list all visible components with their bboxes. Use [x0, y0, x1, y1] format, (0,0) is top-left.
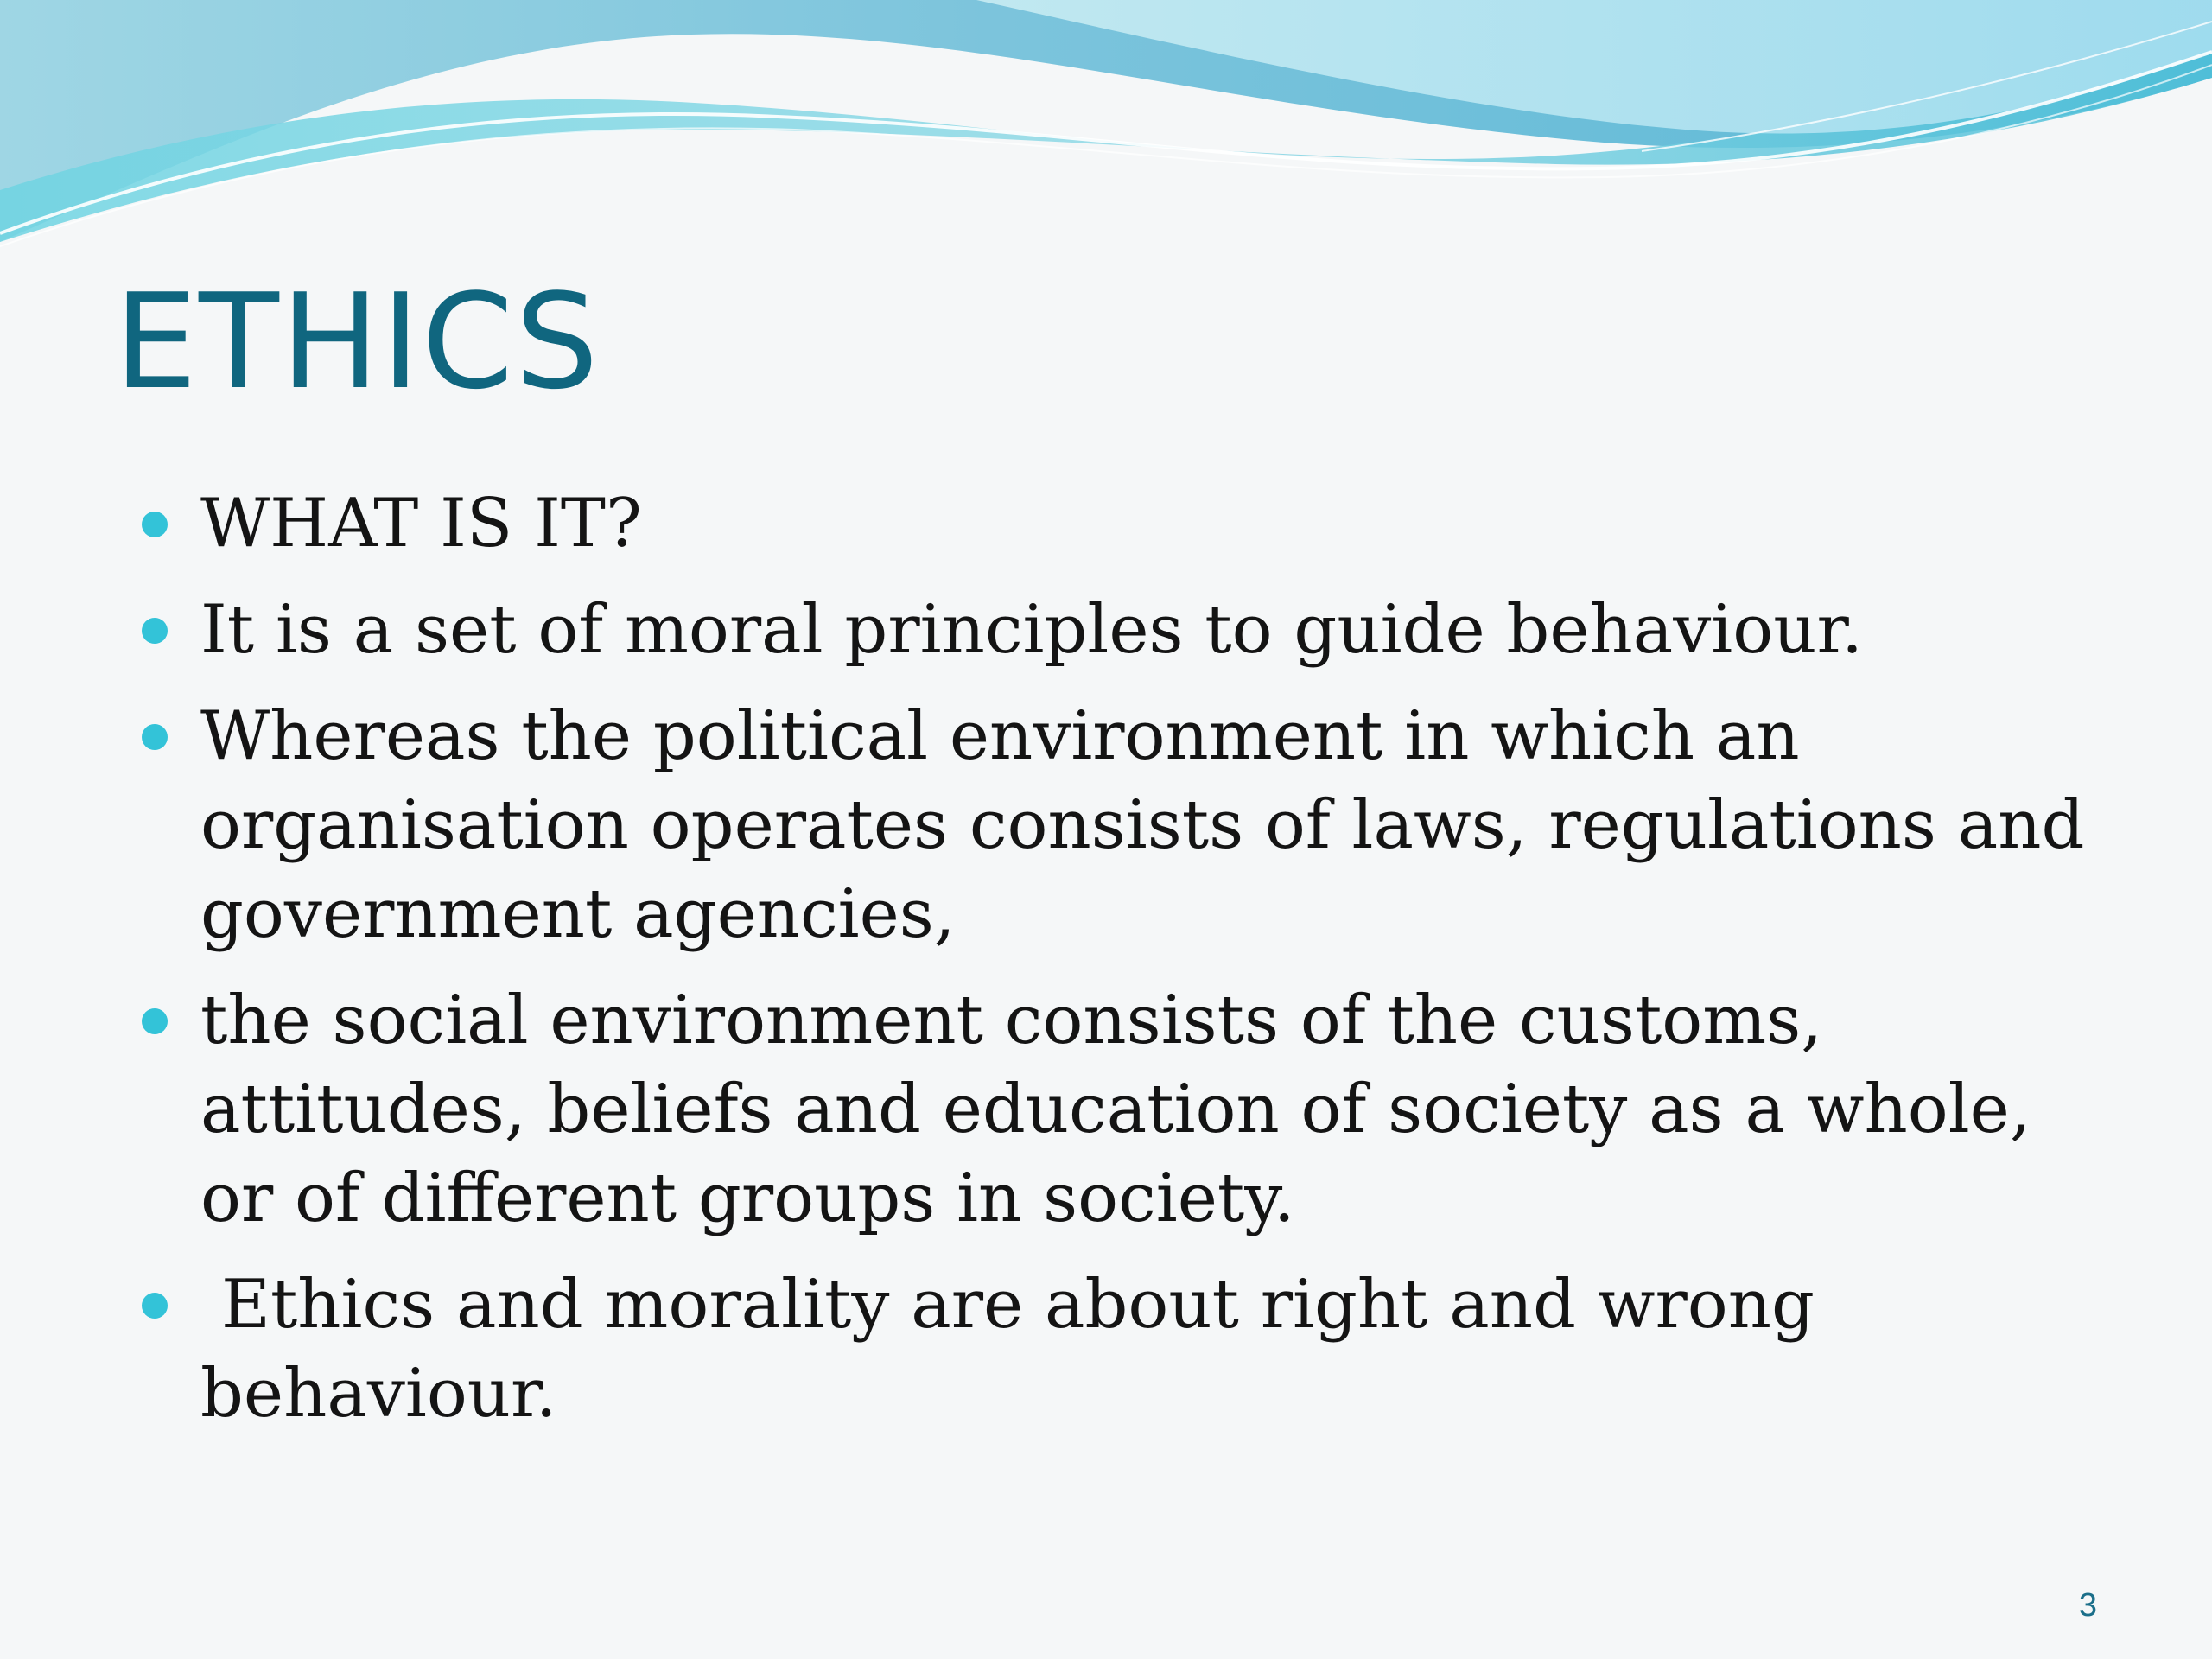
bullet-dot-icon [142, 618, 168, 644]
bullet-text: It is a set of moral principles to guide behaviour. [200, 591, 1863, 669]
header-wave-decoration [0, 0, 2212, 259]
bullet-item [138, 976, 2091, 1243]
page-number: 3 [2078, 1587, 2097, 1624]
bullet-dot-icon [142, 1293, 168, 1319]
bullet-text: the social environment consists of the customs, attitudes, beliefs and education of society as a whole, or of different groups in society. [200, 982, 2031, 1237]
bullet-item [138, 586, 2091, 675]
bullet-item [138, 1261, 2091, 1439]
bullet-item [138, 692, 2091, 959]
bullet-item [138, 480, 2091, 569]
bullet-list [138, 480, 2091, 1456]
bullet-text: WHAT IS IT? [200, 485, 642, 563]
slide-title: ETHICS [114, 265, 601, 418]
bullet-dot-icon [142, 1008, 168, 1034]
bullet-text: Whereas the political environment in which an organisation operates consists of laws, regulations and government agencies, [200, 697, 2085, 953]
bullet-dot-icon [142, 724, 168, 750]
bullet-text: Ethics and morality are about right and wrong behaviour. [200, 1266, 1815, 1433]
bullet-dot-icon [142, 512, 168, 537]
